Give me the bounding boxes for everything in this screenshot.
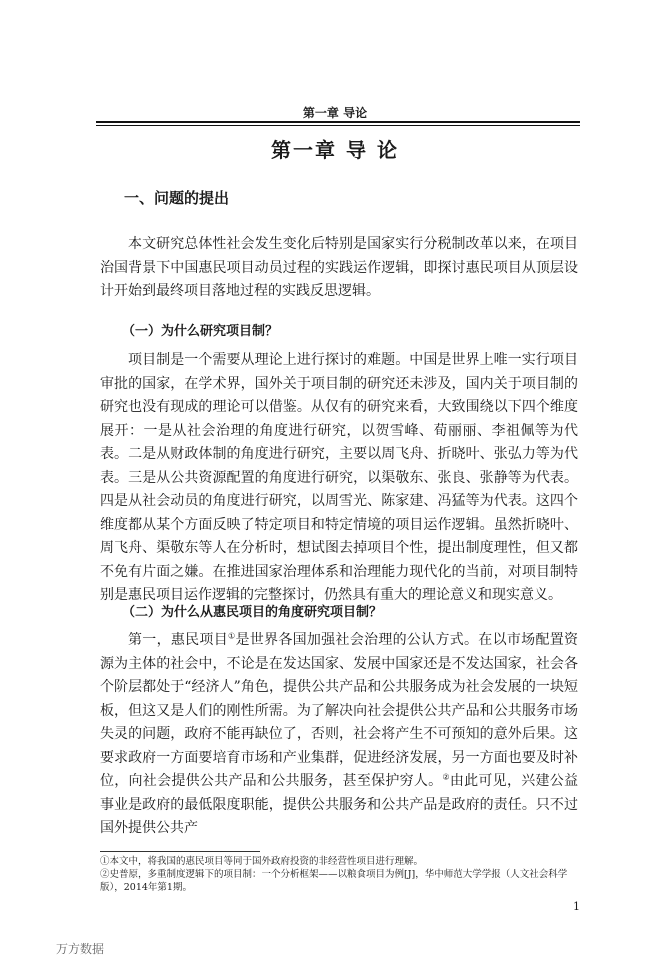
para-text-part-3: 由此可见，兴建公益事业是政府的最低限度职能，提供公共服务和公共产品是政府的责任。只不过国外提供公共产: [100, 773, 579, 836]
para-text-part-1: 第一，惠民项目: [128, 632, 228, 648]
footnote-2: ②史普原，多重制度逻辑下的项目制：一个分析框架——以粮食项目为例[J]，华中师范大学学报（人文社会科学版），2014年第1期。: [100, 869, 568, 893]
running-head: 第一章 导论: [302, 106, 368, 120]
para-text-part-2: 是世界各国加强社会治理的公认方式。在以市场配置资源为主体的社会中，不论是在发达国家、发展中国家还是不发达国家，社会各个阶层都处于“经济人”角色，提供公共产品和公共服务成为社会发展的一块短板，但这又是人们的刚性所需。为了解决向社会提供公共产品和公共服务市场失灵的问题，政府不能再缺位了，否则，社会将产生不可预知的意外后果。这要求政府一方面要培育市场和产业集群，促进经济发展，另一方面也要及时补位，向社会提供公共产品和公共服务，甚至保护穷人。: [100, 632, 579, 789]
intro-paragraph: 本文研究总体性社会发生变化后特别是国家实行分税制改革以来，在项目治国背景下中国惠民项目动员过程的实践运作逻辑，即探讨惠民项目从顶层设计开始到最终项目落地过程的实践反思逻辑。: [100, 236, 578, 299]
subsection-1-paragraph: 项目制是一个需要从理论上进行探讨的难题。中国是世界上唯一实行项目审批的国家，在学术界，国外关于项目制的研究还未涉及，国内关于项目制的研究也没有现成的理论可以借鉴。从仅有的研究来看，大致围绕以下四个维度展开：一是从社会治理的角度进行研究，以贺雪峰、荀丽丽、李祖佩等为代表。二是从财政体制的角度进行研究，主要以周飞舟、折晓叶、张弘力等为代表。三是从公共资源配置的角度进行研究，以渠敬东、张良、张静等为代表。四是从社会动员的角度进行研究，以周雪光、陈家建、冯猛等为代表。这四个维度都从某个方面反映了特定项目和特定情境的项目运作逻辑。虽然折晓叶、周飞舟、渠敬东等人在分析时，想试图去掉项目个性，提出制度理性，但又都不免有片面之嫌。在推进国家治理体系和治理能力现代化的当前，对项目制特别是惠民项目运作逻辑的完整探讨，仍然具有重大的理论意义和现实意义。: [100, 352, 578, 603]
section-title: 一、问题的提出: [124, 189, 230, 207]
footnote-1: ①本文中，将我国的惠民项目等同于国外政府投资的非经营性项目进行理解。: [100, 856, 424, 867]
header-rule-thick: [96, 121, 580, 123]
footnote-rule: [100, 851, 260, 852]
subsection-1-title: （一）为什么研究项目制？: [122, 324, 279, 339]
footnote-ref-1[interactable]: ①: [228, 631, 236, 641]
page-number: 1: [573, 900, 580, 913]
header-rule-thin: [96, 125, 580, 126]
subsection-2-paragraph: [100, 629, 578, 841]
chapter-title: 第一章 导 论: [271, 138, 399, 162]
footnotes: [100, 855, 570, 894]
footnote-ref-2[interactable]: ②: [442, 772, 450, 782]
subsection-2-title: （二）为什么从惠民项目的角度研究项目制？: [122, 605, 383, 620]
watermark: 万方数据: [56, 942, 105, 956]
